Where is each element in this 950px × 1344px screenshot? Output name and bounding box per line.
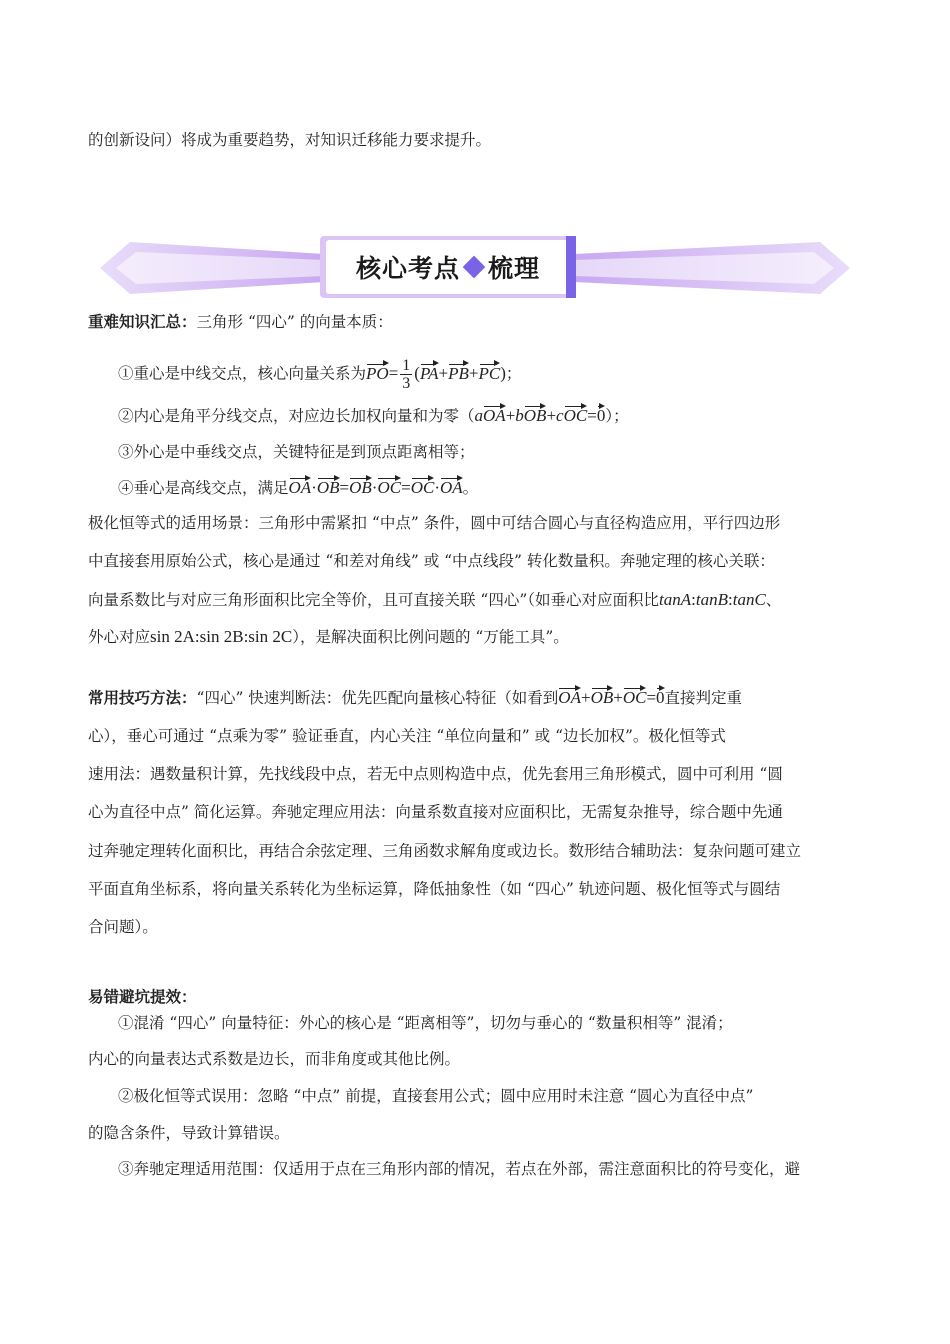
section3-heading bbox=[88, 986, 878, 1008]
section2-label: 常用技巧方法： bbox=[88, 689, 197, 707]
banner-title-left: 核心考点 bbox=[355, 254, 460, 283]
banner-title bbox=[322, 238, 574, 296]
fraction-num: 1 bbox=[402, 357, 411, 374]
section2-line1-end: 直接判定重 bbox=[664, 689, 743, 707]
section1-intro: 三角形 “四心” 的向量本质： bbox=[196, 313, 393, 331]
intro-tail: 的创新设问）将成为重要趋势，对知识迁移能力要求提升。 bbox=[88, 131, 492, 149]
section1-para4: 外心对应sin 2A:sin 2B:sin 2C），是解决面积比例问题的 “万能工具”。 bbox=[88, 627, 569, 646]
vector-OA: OA bbox=[558, 688, 581, 707]
vector-OB: OB bbox=[523, 406, 547, 425]
vector-OB: OB bbox=[349, 478, 372, 497]
vector-PB: PB bbox=[448, 363, 469, 383]
diamond-icon bbox=[463, 256, 486, 279]
fraction-den: 3 bbox=[402, 375, 411, 392]
tanB: tanB bbox=[695, 590, 728, 609]
vector-OC: OC bbox=[377, 478, 402, 497]
vector-OC: OC bbox=[622, 688, 647, 707]
section3-item3a: ③奔驰定理适用范围：仅适用于点在三角形内部的情况，若点在外部，需注意面积比的符号变化，避 bbox=[118, 1160, 801, 1178]
section3-item1b: 内心的向量表达式系数是边长，而非角度或其他比例。 bbox=[88, 1050, 461, 1068]
vector-PO: PO bbox=[366, 363, 389, 383]
item1-text: ①重心是中线交点，核心向量关系为 bbox=[118, 364, 367, 383]
section3-item2b: 的隐含条件，导致计算错误。 bbox=[88, 1124, 290, 1142]
item4-end: 。 bbox=[462, 479, 479, 497]
para4-text: 外心对应 bbox=[88, 628, 151, 646]
section1-label: 重难知识汇总： bbox=[88, 313, 197, 331]
section2-line5: 过奔驰定理转化面积比，再结合余弦定理、三角函数求解角度或边长。数形结合辅助法：复杂问题可建立 bbox=[88, 842, 802, 860]
vector-OB: OB bbox=[590, 688, 614, 707]
section3-item1a: ①混淆 “四心” 向量特征：外心的核心是 “距离相等”，切勿与垂心的 “数量积相等” 混淆； bbox=[118, 1014, 733, 1032]
sin2A: sin 2A bbox=[150, 627, 195, 646]
section2-line2: 心），垂心可通过 “点乘为零” 验证垂直，内心关注 “单位向量和” 或 “边长加权”。极化恒等式 bbox=[88, 727, 726, 745]
coef-a: a bbox=[474, 406, 484, 425]
vector-OC: OC bbox=[563, 406, 588, 425]
section1-heading bbox=[88, 311, 878, 333]
para3-text: 向量系数比与对应三角形面积比完全等价，且可直接关联 “四心”（如垂心对应面积比 bbox=[88, 591, 660, 609]
tanA: tanA bbox=[659, 590, 692, 609]
section1-item4: ④垂心是高线交点，满足OA·OB=OB·OC=OC·OA。 bbox=[118, 478, 479, 497]
para3-end: 、 bbox=[765, 591, 782, 609]
section2-line3: 速用法：遇数量积计算，先找线段中点，若无中点则构造中点，优先套用三角形模式，圆中可利用 “圆 bbox=[88, 765, 783, 783]
zero-vector: 0 bbox=[656, 688, 665, 707]
section1-item2: ②内心是角平分线交点，对应边长加权向量和为零（aOA+bOB+cOC=0）； bbox=[118, 406, 629, 425]
banner-title-right: 梳理 bbox=[488, 254, 541, 283]
vector-OA: OA bbox=[483, 406, 506, 425]
coef-b: b bbox=[515, 406, 524, 425]
vector-OB: OB bbox=[316, 478, 340, 497]
section1-para3: 向量系数比与对应三角形面积比完全等价，且可直接关联 “四心”（如垂心对应面积比tanA:tanB:tanC、 bbox=[88, 590, 782, 609]
section1-para2: 中直接套用原始公式，核心是通过 “和差对角线” 或 “中点线段” 转化数量积。奔驰定理的核心关联： bbox=[88, 552, 775, 570]
sin2B: sin 2B bbox=[199, 627, 244, 646]
vector-PA: PA bbox=[419, 363, 439, 383]
item2-text: ②内心是角平分线交点，对应边长加权向量和为零（ bbox=[118, 407, 475, 425]
para4-end: ），是解决面积比例问题的 “万能工具”。 bbox=[292, 628, 569, 646]
section2-line7: 合问题）。 bbox=[88, 918, 158, 936]
item4-text: ④垂心是高线交点，满足 bbox=[118, 479, 289, 497]
sin2C: sin 2C bbox=[248, 627, 293, 646]
vector-OA: OA bbox=[439, 478, 463, 497]
section2-line1-text: “四心” 快速判断法：优先匹配向量核心特征（如看到 bbox=[196, 689, 559, 707]
section3-label: 易错避坑提效： bbox=[88, 988, 197, 1006]
section2-line6: 平面直角坐标系，将向量关系转化为坐标运算，降低抽象性（如 “四心” 轨迹问题、极化恒等式与圆结 bbox=[88, 880, 781, 898]
vector-OC: OC bbox=[410, 478, 435, 497]
vector-PC: PC bbox=[478, 363, 501, 383]
section3-item2a: ②极化恒等式误用：忽略 “中点” 前提，直接套用公式；圆中应用时未注意 “圆心为直径中点” bbox=[118, 1087, 754, 1105]
item1-end: ； bbox=[505, 364, 522, 383]
section1-para1: 极化恒等式的适用场景：三角形中需紧扣 “中点” 条件，圆中可结合圆心与直径构造应用，平行四边形 bbox=[88, 514, 781, 532]
section2-line4: 心为直径中点” 简化运算。奔驰定理应用法：向量系数直接对应面积比，无需复杂推导，综合题中先通 bbox=[88, 803, 783, 821]
fraction-one-third bbox=[400, 357, 412, 392]
coef-c: c bbox=[556, 406, 564, 425]
section2-line1: 常用技巧方法：“四心” 快速判断法：优先匹配向量核心特征（如看到OA+OB+OC=0直接判定重 bbox=[88, 688, 743, 707]
tanC: tanC bbox=[732, 590, 766, 609]
item2-end: ）； bbox=[605, 407, 629, 425]
vector-OA: OA bbox=[288, 478, 312, 497]
section1-item1: ①重心是中线交点，核心向量关系为PO= $\frac{1}{3}$ (PA+PB+PC)； bbox=[118, 357, 522, 392]
section1-item3: ③外心是中垂线交点，关键特征是到顶点距离相等； bbox=[118, 443, 475, 461]
zero-vector: 0 bbox=[596, 406, 606, 425]
